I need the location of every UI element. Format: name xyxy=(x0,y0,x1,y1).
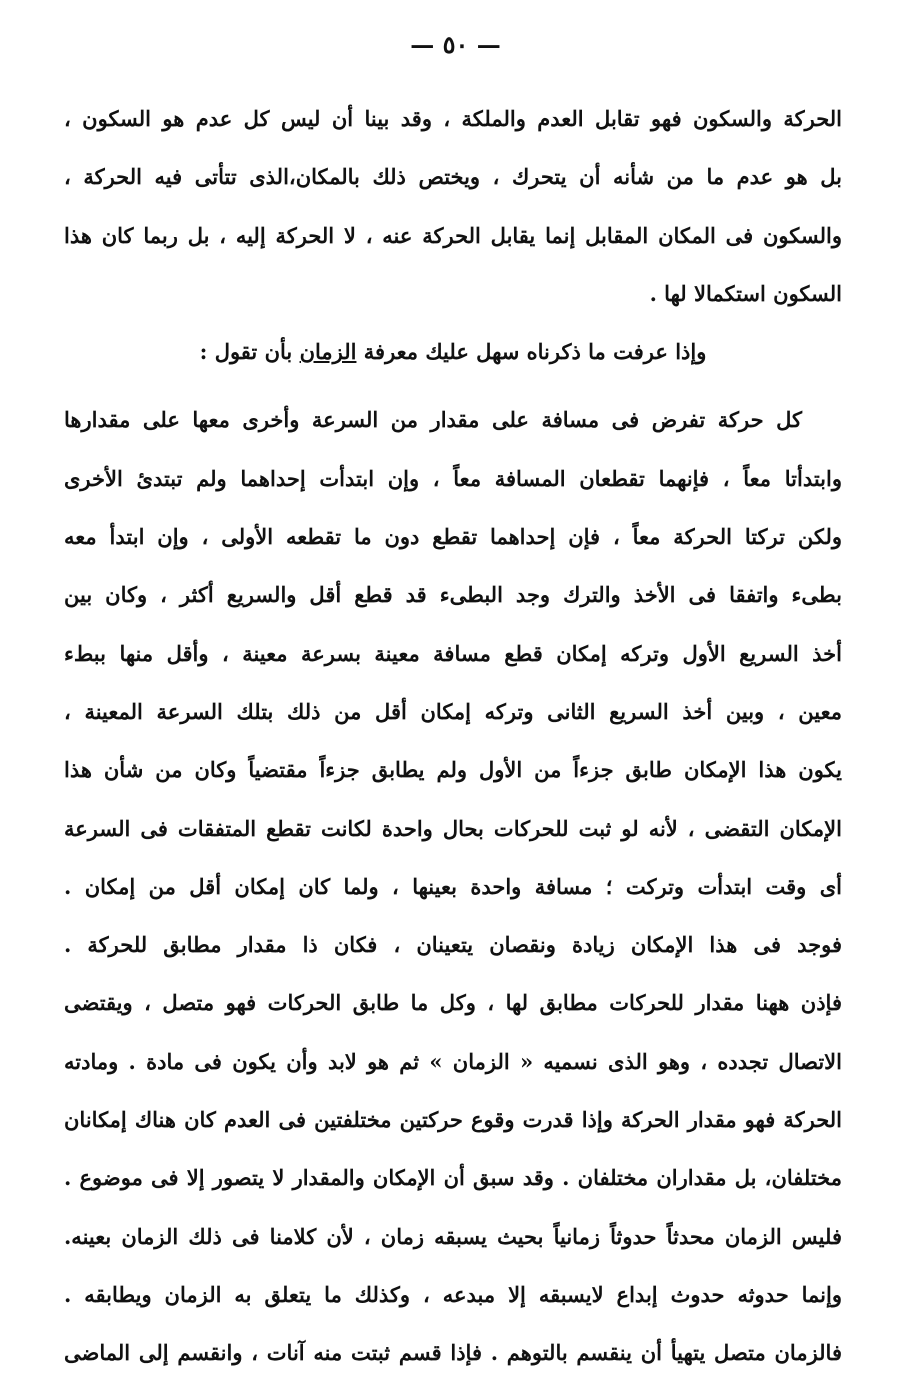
text-line: فليس الزمان محدثاً حدوثاً زمانياً بحيث يسبقه زمان ، لأن كلامنا فى ذلك الزمان بعينه. xyxy=(64,1223,842,1249)
text-line: أخذ السريع الأول وتركه إمكان قطع مسافة معينة بسرعة معينة ، وأقل منها ببطء xyxy=(64,640,842,666)
text-line: الحركة فهو مقدار الحركة وإذا قدرت وقوع حركتين مختلفتين فى العدم كان هناك إمكانان xyxy=(64,1107,842,1133)
text-line: والسكون فى المكان المقابل إنما يقابل الحركة عنه ، لا الحركة إليه ، بل ربما كان هذا xyxy=(64,222,842,248)
text-line: معين ، وبين أخذ السريع الثانى وتركه إمكان أقل من ذلك بتلك السرعة المعينة ، xyxy=(64,698,842,724)
text-line: الإمكان التقضى ، لأنه لو ثبت للحركات بحال واحدة لكانت تقطع المتفقات فى السرعة xyxy=(64,815,842,841)
text-line: كل حركة تفرض فى مسافة على مقدار من السرعة وأخرى معها على مقدارها xyxy=(64,407,802,433)
text-line: أى وقت ابتدأت وتركت ؛ مسافة واحدة بعينها ، ولما كان إمكان أقل من إمكان . xyxy=(64,873,842,899)
keyword-zaman: الزمان xyxy=(299,339,357,365)
intro-before: وإذا عرفت ما ذكرناه سهل عليك معرفة xyxy=(363,339,707,365)
text-line: يكون هذا الإمكان طابق جزءاً من الأول ولم يطابق جزءاً مقتضياً وكان من شأن هذا xyxy=(64,757,842,783)
text-line: بل هو عدم ما من شأنه أن يتحرك ، ويختص ذلك بالمكان،الذى تتأتى فيه الحركة ، xyxy=(64,164,842,190)
text-line: الاتصال تجدده ، وهو الذى نسميه « الزمان » ثم هو لابد وأن يكون فى مادة . ومادته xyxy=(64,1048,842,1074)
body-text xyxy=(64,90,842,1383)
text-line: فإذن ههنا مقدار للحركات مطابق لها ، وكل ما طابق الحركات فهو متصل ، ويقتضى xyxy=(64,990,842,1016)
intro-line xyxy=(64,323,842,381)
intro-after: بأن تقول : xyxy=(199,339,293,365)
page-number: — ٥٠ — xyxy=(410,30,501,59)
text-line: وابتدأتا معاً ، فإنهما تقطعان المسافة معاً ، وإن ابتدأت إحداهما ولم تبتدئ الأخرى xyxy=(64,465,842,491)
text-line: الحركة والسكون فهو تقابل العدم والملكة ، وقد بينا أن ليس كل عدم هو السكون ، xyxy=(64,106,842,131)
paragraph-spacer xyxy=(64,381,842,391)
text-line: ولكن تركتا الحركة معاً ، فإن إحداهما تقطع دون ما تقطعه الأولى ، وإن ابتدأ معه xyxy=(64,524,842,550)
text-line: مختلفان، بل مقداران مختلفان . وقد سبق أن الإمكان والمقدار لا يتصور إلا فى موضوع . xyxy=(64,1165,842,1191)
text-line: السكون استكمالا لها . xyxy=(649,280,842,306)
text-line: وإنما حدوثه حدوث إبداع لايسبقه إلا مبدعه ، وكذلك ما يتعلق به الزمان ويطابقه . xyxy=(64,1281,842,1307)
text-line: فالزمان متصل يتهيأ أن ينقسم بالتوهم . فإذا قسم ثبتت منه آنات ، وانقسم إلى الماضى xyxy=(64,1340,842,1366)
text-line: بطىء واتفقا فى الأخذ والترك وجد البطىء قد قطع أقل والسريع أكثر ، وكان بين xyxy=(64,582,842,608)
text-line: فوجد فى هذا الإمكان زيادة ونقصان يتعينان ، فكان ذا مقدار مطابق للحركة . xyxy=(64,932,842,958)
